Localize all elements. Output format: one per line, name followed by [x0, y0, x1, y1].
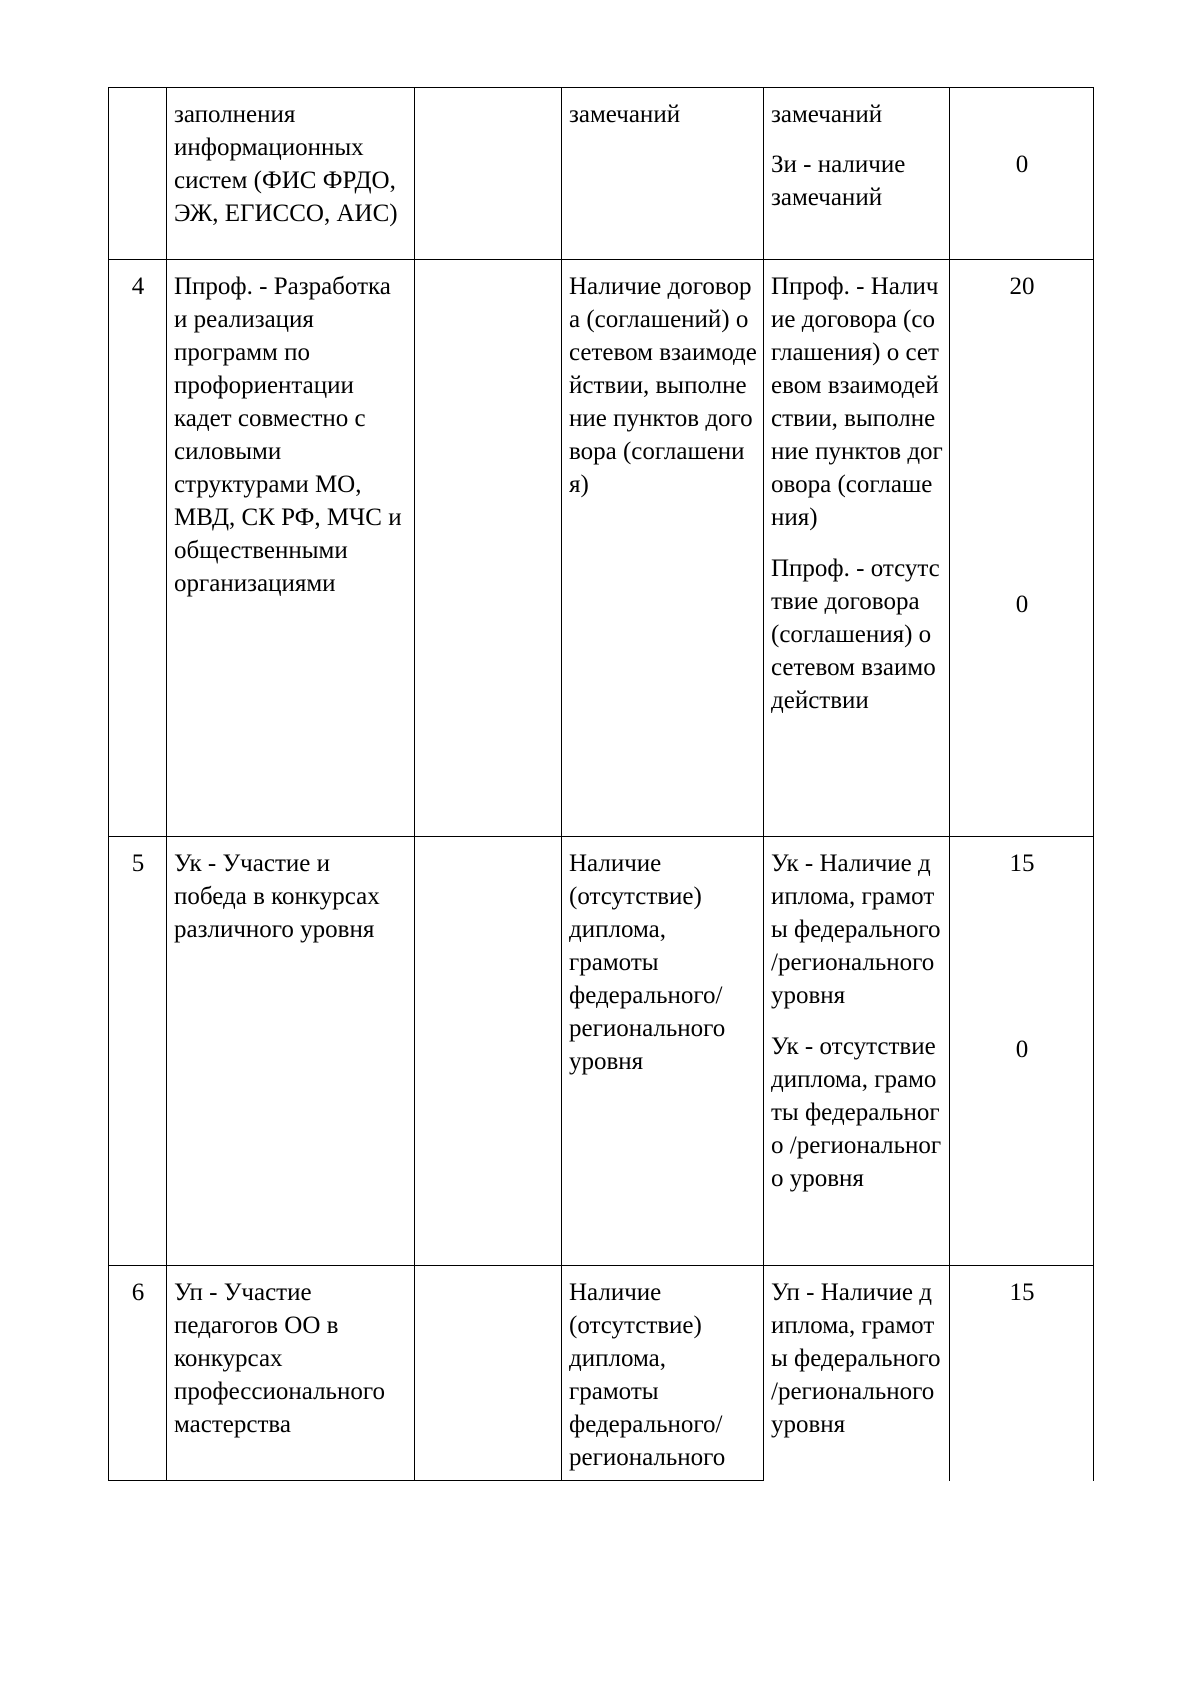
criterion-description [764, 837, 950, 1266]
criterion-score [950, 1266, 1094, 1481]
criterion-score [950, 88, 1094, 260]
criterion-description [764, 1266, 950, 1481]
score-value [957, 98, 1087, 131]
row-number: 4 [109, 260, 167, 837]
empty-cell [415, 837, 562, 1266]
description-item: Зи - наличие замечаний [771, 151, 906, 211]
criterion-basis: Наличие (отсутствие) диплома, грамоты федерального/ регионального [562, 1266, 764, 1481]
score-value: 15 [1009, 850, 1035, 877]
criterion-basis: Наличие (отсутствие) диплома, грамоты федерального/ регионального уровня [562, 837, 764, 1266]
empty-cell [415, 1266, 562, 1481]
criterion-basis: Наличие договора (соглашений) о сетевом взаимодействии, выполнение пунктов договора (соглашения) [562, 260, 764, 837]
criterion-description [764, 88, 950, 260]
criterion-name: Уп - Участие педагогов ОО в конкурсах профессионального мастерства [167, 1266, 415, 1481]
score-value: 0 [1015, 1036, 1029, 1063]
criterion-name: заполнения информационных систем (ФИС ФРДО, ЭЖ, ЕГИССО, АИС) [167, 88, 415, 260]
description-item: Ук - отсутствие диплома, грамоты федерального /регионального уровня [771, 1033, 942, 1192]
row-number: 6 [109, 1266, 167, 1481]
criterion-name: Ппроф. - Разработка и реализация программ по профориентации кадет совместно с силовыми структурами МО, МВД, СК РФ, МЧС и общественными организациями [167, 260, 415, 837]
table-row [109, 260, 1094, 837]
empty-cell [415, 88, 562, 260]
score-value: 20 [1009, 273, 1035, 300]
score-value: 15 [1009, 1279, 1035, 1306]
criteria-table [108, 87, 1094, 1481]
score-value: 0 [1015, 591, 1029, 618]
row-number [109, 88, 167, 260]
description-item: Ук - Наличие диплома, грамоты федерального /регионального уровня [771, 850, 941, 1009]
description-item: Ппроф. - отсутствие договора (соглашения) о сетевом взаимодействии [771, 555, 940, 714]
score-value: 0 [1015, 151, 1029, 178]
description-item: Ппроф. - Наличие договора (соглашения) о сетевом взаимодействии, выполнение пунктов договора (соглашения) [771, 273, 943, 531]
table-row [109, 1266, 1094, 1481]
description-item: Уп - Наличие диплома, грамоты федерального /регионального уровня [771, 1279, 941, 1438]
empty-cell [415, 260, 562, 837]
table-row [109, 837, 1094, 1266]
criterion-basis: замечаний [562, 88, 764, 260]
row-number: 5 [109, 837, 167, 1266]
description-item: замечаний [771, 101, 883, 128]
criterion-description [764, 260, 950, 837]
criterion-name: Ук - Участие и победа в конкурсах различного уровня [167, 837, 415, 1266]
criterion-score [950, 837, 1094, 1266]
criterion-score [950, 260, 1094, 837]
table-row [109, 88, 1094, 260]
